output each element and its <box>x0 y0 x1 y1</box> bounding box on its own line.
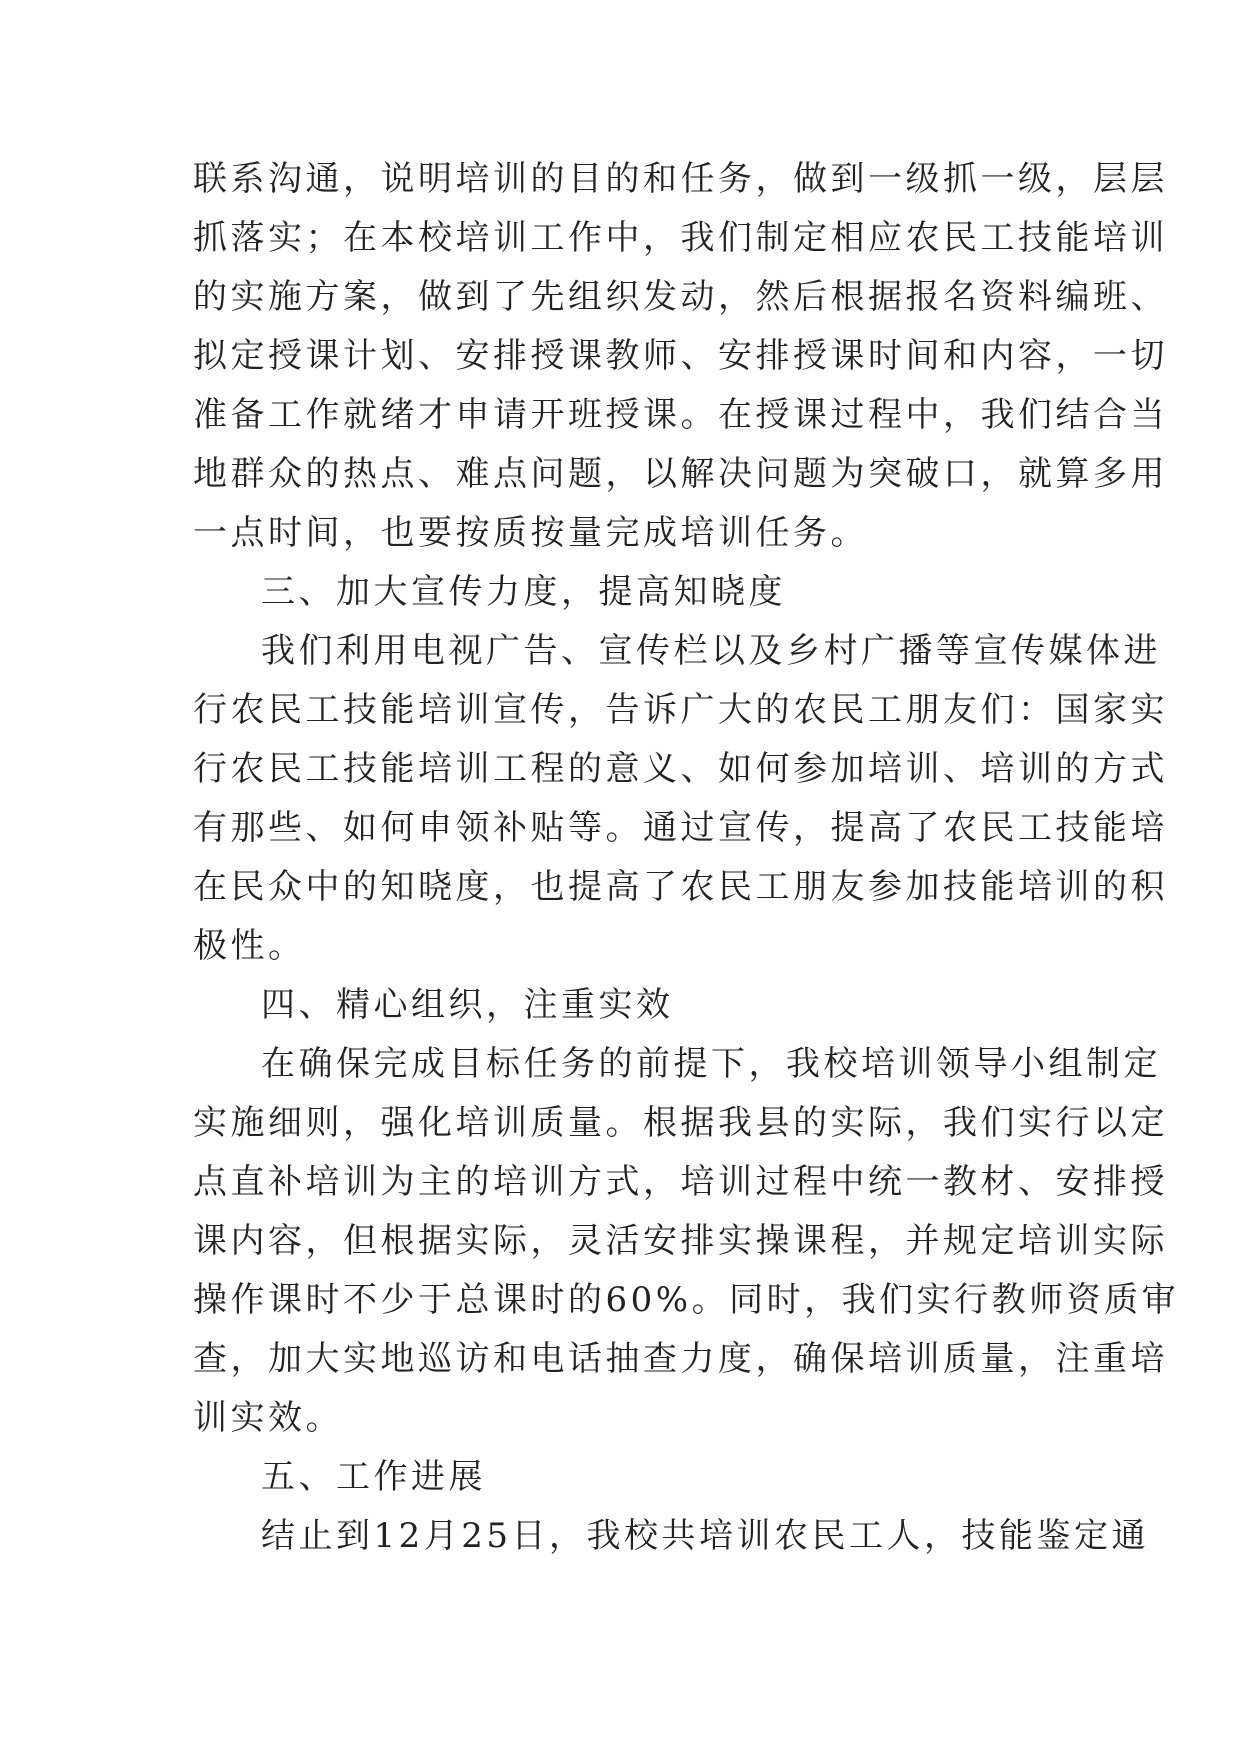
section-heading: 五、工作进展 <box>261 1457 486 1497</box>
text-line: 查，加大实地巡访和电话抽查力度，确保培训质量，注重培 <box>193 1339 1168 1379</box>
text-line: 在确保完成目标任务的前提下，我校培训领导小组制定 <box>261 1044 1161 1084</box>
text-line: 有那些、如何申领补贴等。通过宣传，提高了农民工技能培 <box>193 808 1168 848</box>
body-text <box>193 150 1180 1566</box>
text-line: 课内容，但根据实际，灵活安排实操课程，并规定培训实际 <box>193 1221 1168 1261</box>
text-line: 行农民工技能培训工程的意义、如何参加培训、培训的方式 <box>193 749 1168 789</box>
text-line: 联系沟通，说明培训的目的和任务，做到一级抓一级，层层 <box>193 159 1168 199</box>
text-line: 准备工作就绪才申请开班授课。在授课过程中，我们结合当 <box>193 395 1168 435</box>
text-line: 的实施方案，做到了先组织发动，然后根据报名资料编班、 <box>193 277 1168 317</box>
text-line: 在民众中的知晓度，也提高了农民工朋友参加技能培训的积 <box>193 867 1168 907</box>
text-line: 实施细则，强化培训质量。根据我县的实际，我们实行以定 <box>193 1103 1168 1143</box>
text-line: 行农民工技能培训宣传，告诉广大的农民工朋友们：国家实 <box>193 690 1168 730</box>
text-line: 一点时间，也要按质按量完成培训任务。 <box>193 513 868 553</box>
text-line: 极性。 <box>193 926 306 966</box>
text-line: 结止到12月25日，我校共培训农民工人，技能鉴定通 <box>261 1516 1150 1556</box>
text-line: 操作课时不少于总课时的60%。同时，我们实行教师资质审 <box>193 1280 1180 1320</box>
section-heading: 四、精心组织，注重实效 <box>261 985 674 1025</box>
text-line: 拟定授课计划、安排授课教师、安排授课时间和内容，一切 <box>193 336 1168 376</box>
text-line: 点直补培训为主的培训方式，培训过程中统一教材、安排授 <box>193 1162 1168 1202</box>
text-line: 地群众的热点、难点问题，以解决问题为突破口，就算多用 <box>193 454 1168 494</box>
text-line: 训实效。 <box>193 1398 343 1438</box>
section-heading: 三、加大宣传力度，提高知晓度 <box>261 572 786 612</box>
text-line: 抓落实；在本校培训工作中，我们制定相应农民工技能培训 <box>193 218 1168 258</box>
text-line: 我们利用电视广告、宣传栏以及乡村广播等宣传媒体进 <box>261 631 1161 671</box>
